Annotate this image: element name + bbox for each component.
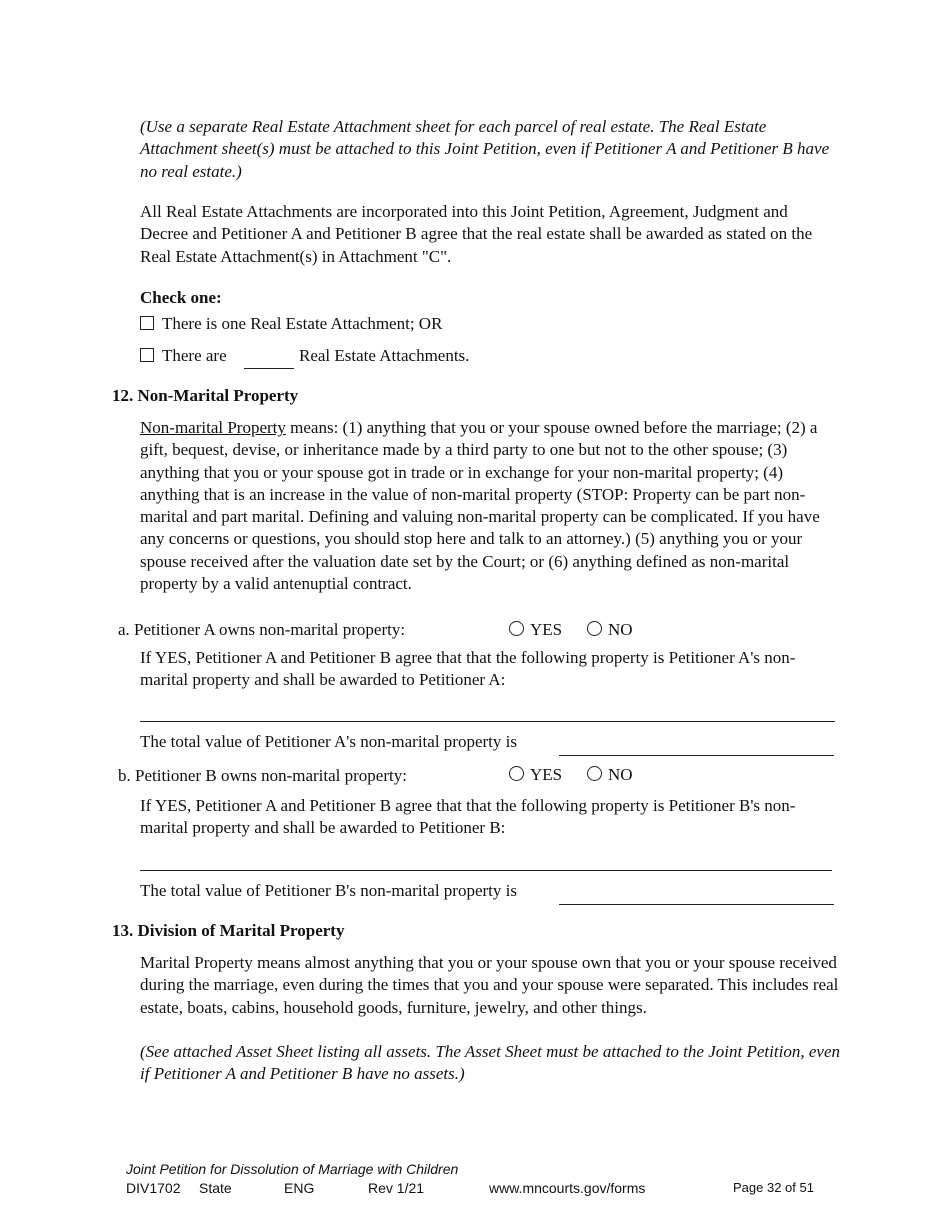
footer-form-title: Joint Petition for Dissolution of Marriage with Children <box>126 1161 459 1177</box>
footer-jurisdiction: State <box>199 1180 232 1196</box>
question-b: b. Petitioner B owns non-marital property: <box>118 766 407 785</box>
agreement-a: If YES, Petitioner A and Petitioner B agree that that the following property is Petitioner A's non-marital property and shall be awarded to Petitioner A: <box>140 648 796 690</box>
real-estate-option-two[interactable] <box>140 345 227 367</box>
total-a-label: The total value of Petitioner A's non-marital property is <box>140 732 517 751</box>
footer-website[interactable]: www.mncourts.gov/forms <box>489 1180 646 1196</box>
option-one-checkbox[interactable] <box>140 316 154 330</box>
radio-a-no[interactable] <box>587 621 602 636</box>
radio-a-yes[interactable] <box>509 621 524 636</box>
footer-revision: Rev 1/21 <box>368 1180 425 1196</box>
non-marital-definition <box>140 417 837 595</box>
agreement-b: If YES, Petitioner A and Petitioner B agree that that the following property is Petitioner B's non-marital property and shall be awarded to Petitioner B: <box>140 796 796 838</box>
option-two-prefix: There are <box>162 346 227 365</box>
non-marital-definition-text: means: (1) anything that you or your spouse owned before the marriage; (2) a gift, bequest, devise, or inheritance made by a third party to one but not to the other spouse; (3) anything that you or your spouse got in trade or in exchange for your non-marital property; (4) anything that is an increase in the value of non-marital property (STOP: Property can be part non-marital and part marital. Defining and valuing non-marital property can be complicated. If you have any concerns or questions, you should stop here and talk to an attorney.) (5) anything you or your spouse received after the valuation date set by the Court; or (6) anything defined as non-marital property by a valid antenuptial contract. <box>140 418 820 594</box>
property-b-field[interactable] <box>140 870 832 871</box>
total-b-field[interactable] <box>559 904 834 905</box>
question-b-no[interactable] <box>587 764 633 786</box>
asset-sheet-note: (See attached Asset Sheet listing all assets. The Asset Sheet must be attached to the Joint Petition, even if Petitioner A and Petitioner B have no assets.) <box>140 1042 840 1084</box>
no-label: NO <box>608 765 633 784</box>
question-a-no[interactable] <box>587 619 633 641</box>
no-label: NO <box>608 620 633 639</box>
marital-definition: Marital Property means almost anything that you or your spouse own that you or your spouse received during the marriage, even during the times that you and your spouse were separated. This includes real estate, boats, cabins, household goods, furniture, jewelry, and other things. <box>140 953 839 1017</box>
footer-form-code: DIV1702 <box>126 1180 181 1196</box>
question-b-yes[interactable] <box>509 764 562 786</box>
check-one-label: Check one: <box>140 288 222 307</box>
option-two-suffix: Real Estate Attachments. <box>299 346 470 365</box>
footer-language: ENG <box>284 1180 315 1196</box>
footer-page-number: Page 32 of 51 <box>733 1180 814 1195</box>
radio-b-yes[interactable] <box>509 766 524 781</box>
section-13-title: 13. Division of Marital Property <box>112 921 345 940</box>
attachment-count-field[interactable] <box>244 368 294 369</box>
real-estate-note: (Use a separate Real Estate Attachment sheet for each parcel of real estate. The Real Estate Attachment sheet(s) must be attached to this Joint Petition, even if Petitioner A and Petitioner B have no real estate.) <box>140 117 830 181</box>
property-a-field[interactable] <box>140 721 835 722</box>
yes-label: YES <box>530 620 563 639</box>
question-a-yes[interactable] <box>509 619 562 641</box>
non-marital-term: Non-marital Property <box>140 418 286 437</box>
real-estate-incorporation: All Real Estate Attachments are incorporated into this Joint Petition, Agreement, Judgment and Decree and Petitioner A and Petitioner B agree that the real estate shall be awarded as stated on the Real Estate Attachment(s) in Attachment "C". <box>140 202 813 266</box>
option-one-label: There is one Real Estate Attachment; OR <box>162 314 443 333</box>
yes-label: YES <box>530 765 563 784</box>
section-12-title: 12. Non-Marital Property <box>112 386 299 405</box>
total-a-field[interactable] <box>559 755 834 756</box>
total-b-label: The total value of Petitioner B's non-marital property is <box>140 881 517 900</box>
radio-b-no[interactable] <box>587 766 602 781</box>
question-a: a. Petitioner A owns non-marital property: <box>118 620 406 639</box>
option-two-checkbox[interactable] <box>140 348 154 362</box>
real-estate-option-one[interactable] <box>140 313 442 335</box>
